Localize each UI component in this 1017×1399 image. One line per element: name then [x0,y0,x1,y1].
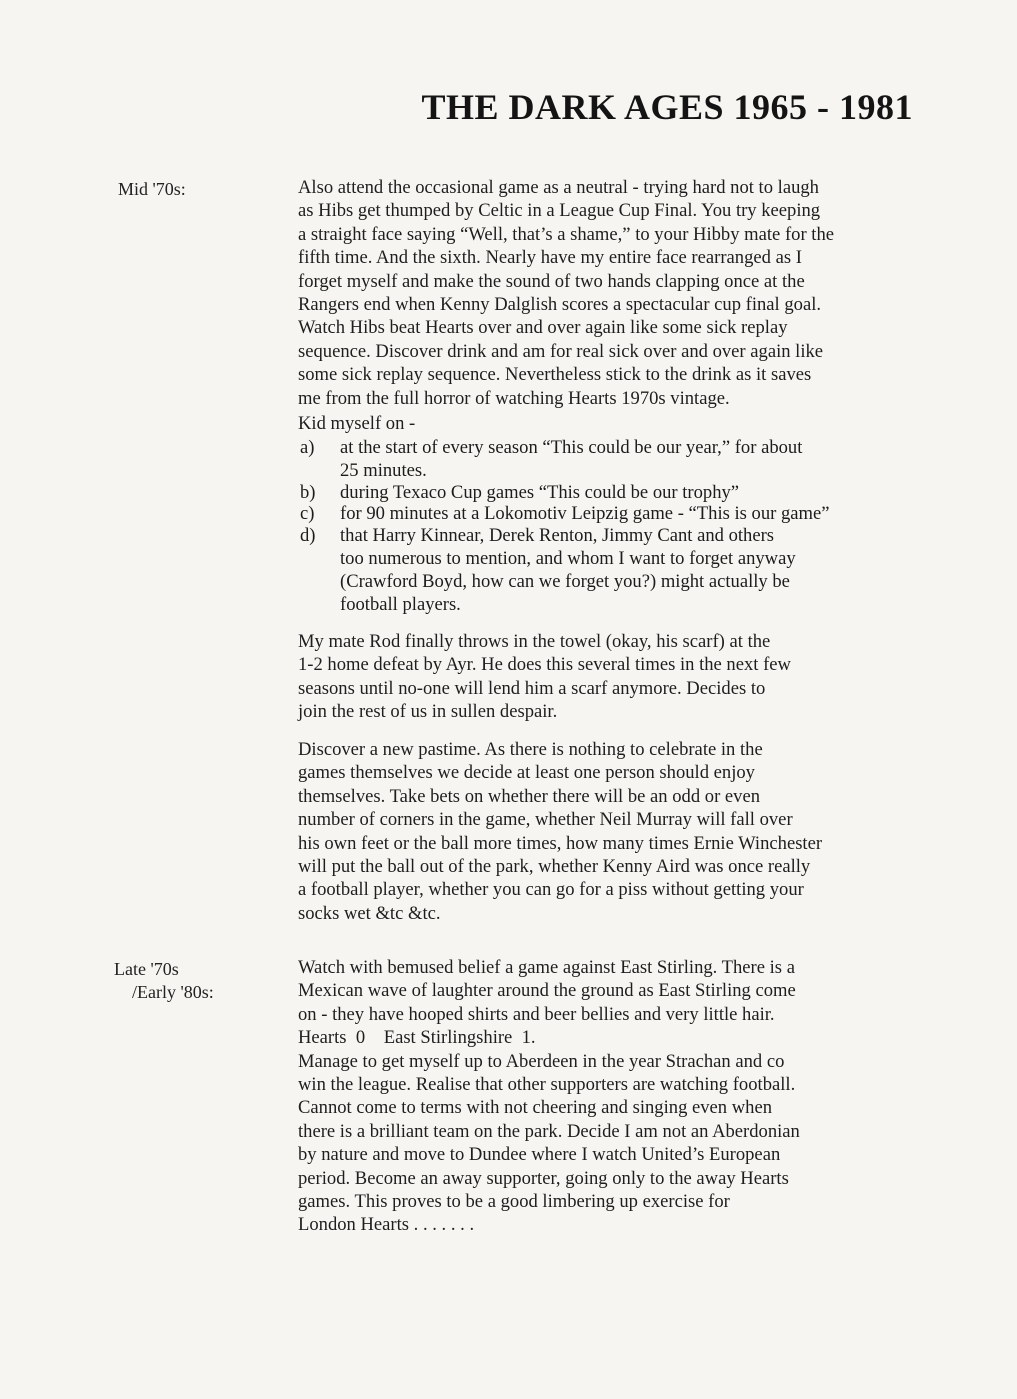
mid-70s-paragraph [298,176,918,410]
text-line: there is a brilliant team on the park. Decide I am not an Aberdonian [298,1120,800,1142]
kid-intro: Kid myself on - [298,413,416,434]
text-line: number of corners in the game, whether Neil Murray will fall over [298,809,793,831]
text-line: on - they have hooped shirts and beer bellies and very little hair. [298,1003,775,1025]
list-marker: c) [300,503,315,524]
text-line: by nature and move to Dundee where I watch United’s European [298,1144,781,1166]
text-line: period. Become an away supporter, going only to the away Hearts [298,1167,789,1189]
text-line: My mate Rod finally throws in the towel (okay, his scarf) at the [298,631,771,652]
list-text: at the start of every season “This could be our year,” for about [340,437,803,458]
section-label-late-70s: Late '70s [114,959,179,979]
page-title: THE DARK AGES 1965 - 1981 [421,87,913,127]
list-marker: a) [300,437,315,458]
list-item-d-continuation: (Crawford Boyd, how can we forget you?) might actually be [340,571,790,592]
score-line: Hearts 0 East Stirlingshire 1. [298,1027,536,1049]
list-text: that Harry Kinnear, Derek Renton, Jimmy Cant and others [340,525,775,546]
rod-paragraph [298,630,918,724]
text-line: 1-2 home defeat by Ayr. He does this several times in the next few [298,654,791,676]
list-item-b [300,481,739,504]
text-line: fifth time. And the sixth. Nearly have my entire face rearranged as I [298,247,802,269]
text-line: Watch with bemused belief a game against East Stirling. There is a [298,957,795,978]
list-item-a-continuation: 25 minutes. [340,460,427,481]
list-item-d [300,524,774,547]
text-line: forget myself and make the sound of two hands clapping once at the [298,270,805,292]
text-line: a football player, whether you can go for a piss without getting your [298,879,804,901]
text-line: his own feet or the ball more times, how many times Ernie Winchester [298,832,823,854]
list-item-a [300,436,802,459]
list-marker: d) [300,525,316,546]
section-label-mid-70s: Mid '70s: [118,179,186,199]
pastime-paragraph [298,738,918,925]
text-line: a straight face saying “Well, that’s a shame,” to your Hibby mate for the [298,223,834,245]
text-line: Manage to get myself up to Aberdeen in the year Strachan and co [298,1050,785,1072]
section-label-early-80s: /Early '80s: [132,982,214,1002]
text-line: Mexican wave of laughter around the ground as East Stirling come [298,980,796,1002]
text-line: Also attend the occasional game as a neutral - trying hard not to laugh [298,177,819,198]
late-70s-paragraph [298,956,918,1237]
text-line: Cannot come to terms with not cheering and singing even when [298,1097,773,1119]
text-line: some sick replay sequence. Nevertheless stick to the drink as it saves [298,364,812,386]
list-text: for 90 minutes at a Lokomotiv Leipzig game - “This is our game” [340,503,830,524]
text-line: as Hibs get thumped by Celtic in a League Cup Final. You try keeping [298,200,821,222]
text-line: games themselves we decide at least one person should enjoy [298,762,755,784]
text-line: seasons until no-one will lend him a scarf anymore. Decides to [298,677,766,699]
text-line: me from the full horror of watching Hearts 1970s vintage. [298,387,730,409]
text-line: socks wet &tc &tc. [298,902,441,924]
text-line: themselves. Take bets on whether there will be an odd or even [298,785,761,807]
list-text: during Texaco Cup games “This could be our trophy” [340,482,740,503]
list-item-d-continuation: too numerous to mention, and whom I want to forget anyway [340,548,796,569]
text-line: sequence. Discover drink and am for real sick over and over again like [298,340,824,362]
text-line: will put the ball out of the park, whether Kenny Aird was once really [298,856,811,878]
list-item-d-continuation: football players. [340,594,461,615]
text-line: win the league. Realise that other supporters are watching football. [298,1074,796,1096]
list-item-c [300,502,830,525]
text-line: join the rest of us in sullen despair. [298,701,558,723]
text-line: Watch Hibs beat Hearts over and over again like some sick replay [298,317,788,339]
text-line: Discover a new pastime. As there is nothing to celebrate in the [298,739,763,760]
text-line: games. This proves to be a good limbering up exercise for [298,1191,730,1213]
text-line: London Hearts . . . . . . . [298,1214,475,1236]
list-marker: b) [300,482,316,503]
text-line: Rangers end when Kenny Dalglish scores a spectacular cup final goal. [298,294,822,316]
